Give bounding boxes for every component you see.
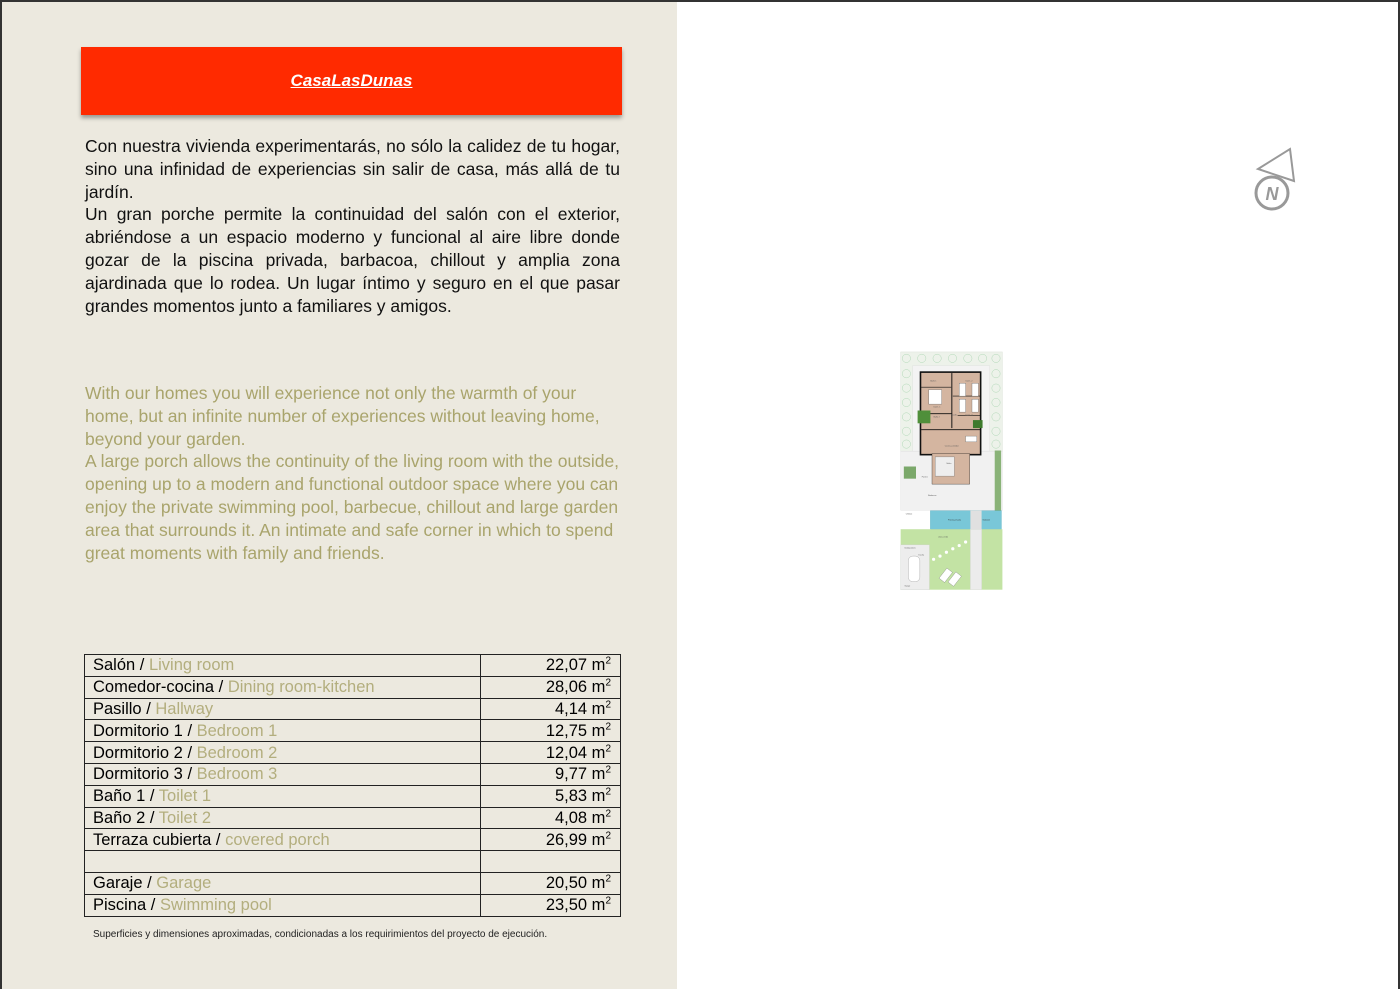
area-name-cell	[85, 742, 481, 764]
area-name-cell	[85, 655, 481, 677]
plan-label-living: Salón	[946, 462, 952, 465]
plan-hedge	[995, 451, 1001, 512]
footnote: Superficies y dimensiones aproximadas, condicionadas a los requirimientos del proyecto de ejecución.	[93, 929, 548, 940]
area-row	[85, 894, 621, 916]
plan-label-garage: Garaje	[904, 585, 911, 588]
area-separator: /	[182, 721, 197, 740]
area-value: 12,04 m	[545, 743, 606, 762]
area-value-cell	[481, 829, 621, 851]
area-row	[85, 676, 621, 698]
area-unit-exponent: 2	[605, 721, 611, 733]
property-title[interactable]: CasaLasDunas	[290, 71, 413, 90]
plan-car	[908, 556, 920, 582]
area-name-cell	[85, 894, 481, 916]
area-name-en: Toilet 2	[158, 808, 212, 827]
area-value-cell	[481, 720, 621, 742]
area-name-es: Piscina	[93, 896, 147, 915]
area-name-es: Garaje	[93, 874, 143, 893]
area-row	[85, 872, 621, 894]
description-en-paragraph-2: A large porch allows the continuity of the living room with the outside, opening up to a modern and functional outdoor space where you can enjoy the private swimming pool, barbecue, chillout and large garden area that surrounds it. An intimate and safe corner in which to spend great moments with family and friends.	[85, 451, 620, 563]
area-separator: /	[145, 808, 159, 827]
area-value: 23,50 m	[545, 896, 606, 915]
plan-bed-2a	[959, 383, 965, 396]
plan-label-kitchen: Cocina-comedor	[944, 445, 959, 448]
plan-label-storage: Instalaciones	[904, 547, 916, 550]
area-value-cell	[481, 676, 621, 698]
area-name-en: covered porch	[225, 830, 330, 849]
area-row	[85, 698, 621, 720]
area-separator: /	[182, 743, 197, 762]
area-separator: /	[182, 765, 197, 784]
area-separator: /	[214, 678, 228, 697]
area-name-es: Dormitorio 3	[93, 765, 183, 784]
area-row	[85, 655, 621, 677]
area-name-en: Toilet 1	[158, 787, 212, 806]
plan-label-bath1: Baño 1	[930, 380, 937, 383]
area-name-cell	[85, 872, 481, 894]
plan-bed-3a	[959, 399, 965, 412]
plan-path	[970, 529, 981, 589]
description-es-paragraph-1: Con nuestra vivienda experimentarás, no sólo la calidez de tu hogar, sino una infinidad de experiencias sin salir de casa, más allá de tu jardín.	[85, 136, 620, 202]
area-value-cell	[481, 894, 621, 916]
plan-bed-3b	[972, 399, 978, 412]
area-name-es: Salón	[93, 656, 136, 675]
description-es-paragraph-2: Un gran porche permite la continuidad del salón con el exterior, abriéndose a un espacio moderno y funcional al aire libre donde gozar de la piscina privada, barbacoa, chillout y amplia zona ajardinada que lo rodea. Un lugar íntimo y seguro en el que pasar grandes momentos junto a familiares y amigos.	[85, 204, 620, 316]
area-value: 9,77 m	[554, 765, 606, 784]
description-en-paragraph-1: With our homes you will experience not only the warmth of your home, but an infinite number of experiences without leaving home, beyond your garden.	[85, 383, 600, 449]
plan-bed-2b	[972, 383, 978, 396]
area-value-cell	[481, 807, 621, 829]
area-name-en: Bedroom 3	[196, 765, 278, 784]
area-value: 28,06 m	[545, 678, 606, 697]
floor-plan	[900, 98, 1220, 843]
area-value-cell	[481, 785, 621, 807]
area-name-es: Dormitorio 1	[93, 721, 183, 740]
area-row	[85, 763, 621, 785]
area-name-en: Bedroom 1	[196, 721, 278, 740]
areas-table	[84, 654, 621, 917]
area-row	[85, 720, 621, 742]
plan-dining-table	[966, 436, 977, 442]
area-value-cell	[481, 698, 621, 720]
area-value: 26,99 m	[545, 830, 606, 849]
area-unit-exponent: 2	[605, 873, 611, 885]
plan-label-porch: Porche	[921, 476, 928, 479]
plan-pool	[930, 511, 1001, 530]
area-separator: /	[142, 874, 157, 893]
area-value-cell	[481, 763, 621, 785]
plan-bed-1	[929, 390, 942, 404]
area-separator: /	[146, 896, 160, 915]
area-separator: /	[141, 699, 156, 718]
area-unit-exponent: 2	[605, 895, 611, 907]
area-name-es: Pasillo	[93, 699, 142, 718]
area-row	[85, 785, 621, 807]
area-name-en: Bedroom 2	[196, 743, 278, 762]
area-separator: /	[145, 787, 159, 806]
area-value: 4,14 m	[554, 699, 606, 718]
north-arrow-icon	[1250, 145, 1298, 211]
area-value: 12,75 m	[545, 721, 606, 740]
plan-label-solar: Solarium	[982, 519, 991, 522]
area-unit-exponent: 2	[605, 764, 611, 776]
area-name-es: Dormitorio 2	[93, 743, 183, 762]
area-name-es: Comedor-cocina	[93, 678, 215, 697]
title-banner	[81, 47, 622, 115]
plan-planter-1	[918, 411, 931, 424]
plan-planter-2	[973, 420, 983, 428]
plan-sofa	[935, 457, 954, 476]
area-name-en: Garage	[156, 874, 212, 893]
plan-label-chillout: Chillout	[905, 513, 913, 516]
area-row	[85, 807, 621, 829]
area-unit-exponent: 2	[605, 655, 611, 667]
plan-planter-3	[904, 467, 916, 479]
plan-label-bed1: Dorm. 1	[933, 406, 941, 409]
area-row-spacer	[85, 851, 621, 873]
area-name-es: Baño 1	[93, 787, 146, 806]
plan-label-bed2: Dorm. 2	[965, 380, 973, 383]
plan-pool-steps	[970, 511, 981, 530]
area-name-es: Baño 2	[93, 808, 146, 827]
area-value-cell	[481, 742, 621, 764]
area-separator: /	[211, 830, 226, 849]
area-name-en: Living room	[148, 656, 235, 675]
area-value: 20,50 m	[545, 874, 606, 893]
area-row	[85, 742, 621, 764]
area-unit-exponent: 2	[605, 743, 611, 755]
area-value: 5,83 m	[554, 787, 606, 806]
area-name-cell	[85, 676, 481, 698]
area-name-cell	[85, 763, 481, 785]
plan-label-garden: Zona verde	[938, 536, 949, 539]
area-name-es: Terraza cubierta	[93, 830, 212, 849]
description-spanish	[85, 135, 620, 317]
plan-label-barbecue: Barbacoa	[928, 494, 937, 497]
area-value-cell	[481, 872, 621, 894]
spacer-cell	[85, 851, 481, 873]
area-unit-exponent: 2	[605, 786, 611, 798]
area-unit-exponent: 2	[605, 699, 611, 711]
plan-label-pool: Piscina privada	[948, 519, 961, 522]
area-unit-exponent: 2	[605, 830, 611, 842]
plan-label-hall: Pasillo	[951, 414, 957, 417]
area-value: 4,08 m	[554, 808, 606, 827]
north-label: N	[1265, 184, 1279, 204]
area-value: 22,07 m	[545, 656, 606, 675]
area-name-cell	[85, 785, 481, 807]
plan-label-shower: Ducha	[918, 554, 925, 557]
area-name-cell	[85, 807, 481, 829]
area-unit-exponent: 2	[605, 677, 611, 689]
area-separator: /	[135, 656, 149, 675]
area-name-en: Swimming pool	[159, 896, 272, 915]
area-row	[85, 829, 621, 851]
plan-label-bed3: Dorm. 3	[965, 414, 973, 417]
description-english	[85, 382, 625, 564]
area-name-cell	[85, 829, 481, 851]
area-name-cell	[85, 720, 481, 742]
area-name-en: Hallway	[155, 699, 214, 718]
area-name-cell	[85, 698, 481, 720]
area-value-cell	[481, 655, 621, 677]
area-unit-exponent: 2	[605, 808, 611, 820]
area-name-en: Dining room-kitchen	[227, 678, 375, 697]
spacer-cell	[481, 851, 621, 873]
plan-label-bath2: Baño 2	[933, 416, 940, 419]
